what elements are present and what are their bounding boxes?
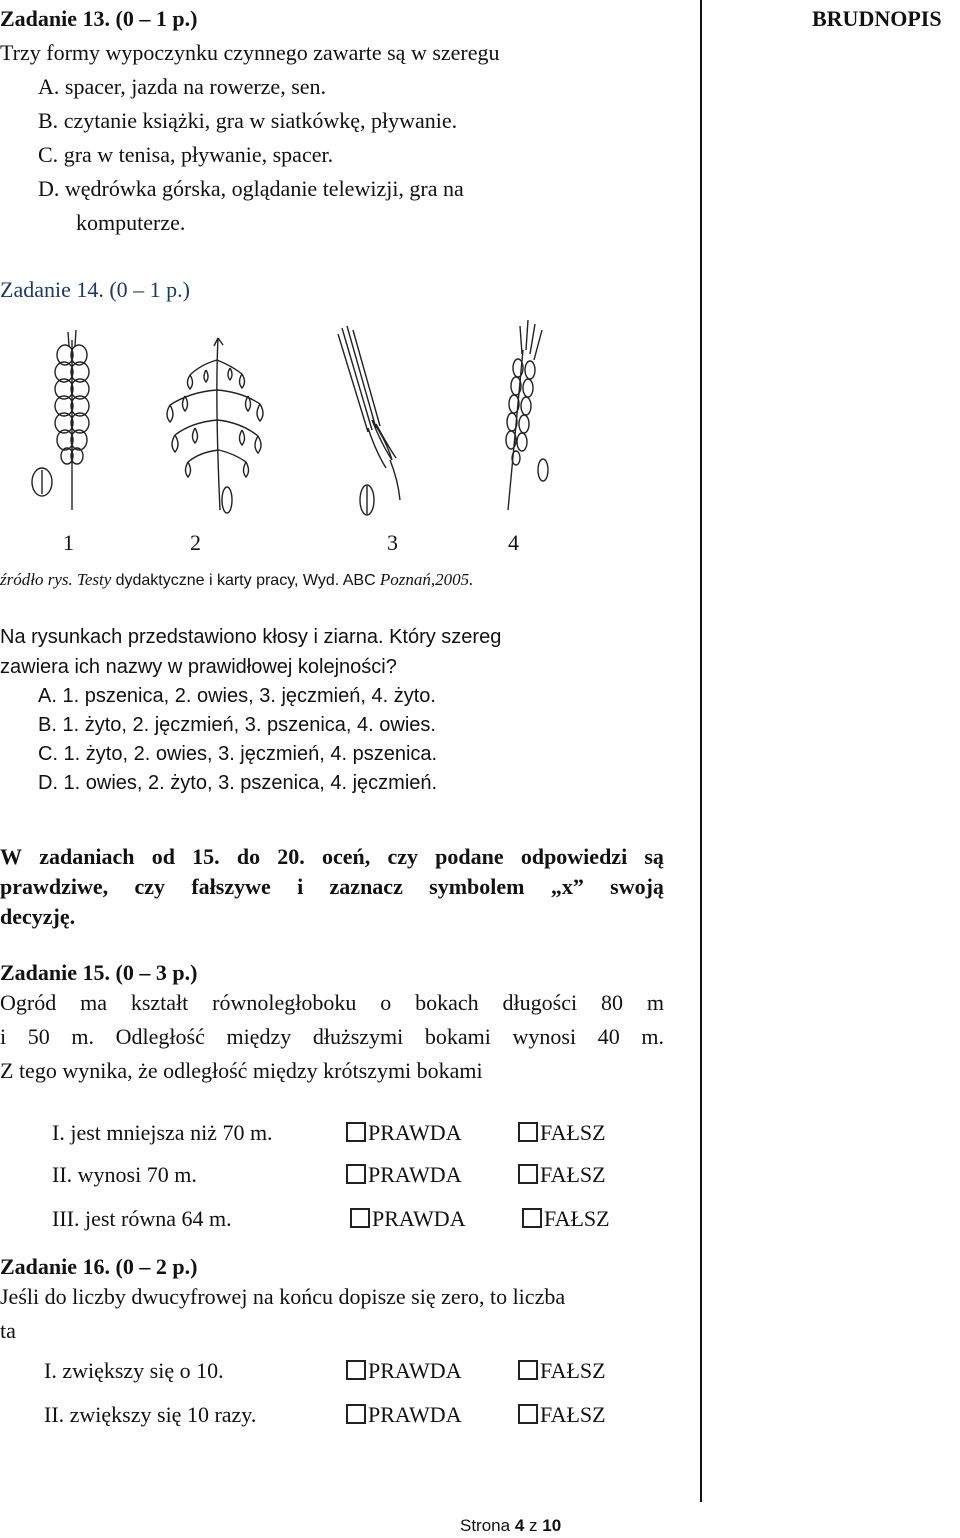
- task14-option-a: A. 1. pszenica, 2. owies, 3. jęczmień, 4. żyto.: [38, 685, 436, 707]
- task13-option-d: D. wędrówka górska, oglądanie telewizji, gra na: [38, 176, 464, 201]
- task15-statement-1-true[interactable]: PRAWDA: [346, 1120, 462, 1146]
- task14-option-d: D. 1. owies, 2. żyto, 3. pszenica, 4. jęczmień.: [38, 772, 438, 794]
- instruction-line3: decyzję.: [0, 904, 76, 929]
- page-footer: Strona 4 z 10: [460, 1516, 562, 1535]
- task15-statement-1-false[interactable]: FAŁSZ: [518, 1120, 606, 1146]
- task15-statement-1: I. jest mniejsza niż 70 m.: [52, 1120, 273, 1145]
- task15-line1: Ogród ma kształt równoległoboku o bokach długości 80 m: [0, 990, 664, 1015]
- task14-question-line2: zawiera ich nazwy w prawidłowej kolejności?: [0, 656, 397, 678]
- task16-line2: ta: [0, 1318, 16, 1343]
- task16-statement-1: I. zwiększy się o 10.: [44, 1358, 224, 1383]
- checkbox-icon[interactable]: [518, 1404, 538, 1424]
- task16-title: Zadanie 16. (0 – 2 p.): [0, 1254, 198, 1279]
- task16-statement-2-true[interactable]: PRAWDA: [346, 1402, 462, 1428]
- task16-statement-1-true[interactable]: PRAWDA: [346, 1358, 462, 1384]
- task15-line3: Z tego wynika, że odległość między krótszymi bokami: [0, 1058, 483, 1083]
- task13-option-b: B. czytanie książki, gra w siatkówkę, pływanie.: [38, 108, 458, 133]
- margin-note: BRUDNOPIS: [812, 6, 942, 31]
- task14-option-b: B. 1. żyto, 2. jęczmień, 3. pszenica, 4. owies.: [38, 714, 436, 736]
- margin-divider: [700, 0, 702, 1502]
- checkbox-icon[interactable]: [346, 1360, 366, 1380]
- barley-ear-figure-3: [338, 326, 400, 515]
- wheat-ear-figure-1: [32, 330, 89, 510]
- checkbox-icon[interactable]: [346, 1122, 366, 1142]
- task15-statement-2: II. wynosi 70 m.: [52, 1162, 197, 1187]
- task15-statement-2-false[interactable]: FAŁSZ: [518, 1162, 606, 1188]
- figure-number-3: 3: [387, 530, 398, 555]
- task14-question-line1: Na rysunkach przedstawiono kłosy i ziarna. Który szereg: [0, 626, 502, 648]
- task15-statement-3-false[interactable]: FAŁSZ: [522, 1206, 610, 1232]
- task13-title: Zadanie 13. (0 – 1 p.): [0, 6, 198, 31]
- task13-option-a: A. spacer, jazda na rowerze, sen.: [38, 74, 327, 99]
- task16-statement-2-false[interactable]: FAŁSZ: [518, 1402, 606, 1428]
- task14-option-c: C. 1. żyto, 2. owies, 3. jęczmień, 4. pszenica.: [38, 743, 438, 765]
- task15-statement-2-true[interactable]: PRAWDA: [346, 1162, 462, 1188]
- checkbox-icon[interactable]: [518, 1164, 538, 1184]
- task15-line2: i 50 m. Odległość między dłuższymi bokami wynosi 40 m.: [0, 1024, 664, 1049]
- instruction-line2: prawdziwe, czy fałszywe i zaznacz symbolem „x” swoją: [0, 874, 664, 899]
- task16-statement-2: II. zwiększy się 10 razy.: [44, 1402, 257, 1427]
- task15-statement-3-true[interactable]: PRAWDA: [350, 1206, 466, 1232]
- oat-panicle-figure-2: [167, 338, 263, 513]
- task13-option-c: C. gra w tenisa, pływanie, spacer.: [38, 142, 334, 167]
- task14-title: Zadanie 14. (0 – 1 p.): [0, 277, 190, 302]
- task15-statement-3: III. jest równa 64 m.: [52, 1206, 232, 1231]
- checkbox-icon[interactable]: [346, 1164, 366, 1184]
- checkbox-icon[interactable]: [346, 1404, 366, 1424]
- figure-number-2: 2: [190, 530, 201, 555]
- figure-source: źródło rys. Testy dydaktyczne i karty pracy, Wyd. ABC Poznań,2005.: [0, 570, 474, 589]
- task16-statement-1-false[interactable]: FAŁSZ: [518, 1358, 606, 1384]
- task16-line1: Jeśli do liczby dwucyfrowej na końcu dopisze się zero, to liczba: [0, 1284, 566, 1309]
- task13-question: Trzy formy wypoczynku czynnego zawarte są w szeregu: [0, 40, 500, 65]
- grain-illustration: [20, 320, 660, 520]
- checkbox-icon[interactable]: [350, 1208, 370, 1228]
- task13-option-d-continued: komputerze.: [76, 210, 186, 235]
- checkbox-icon[interactable]: [518, 1122, 538, 1142]
- task15-title: Zadanie 15. (0 – 3 p.): [0, 960, 198, 985]
- checkbox-icon[interactable]: [522, 1208, 542, 1228]
- checkbox-icon[interactable]: [518, 1360, 538, 1380]
- figure-number-1: 1: [63, 530, 74, 555]
- instruction-line1: W zadaniach od 15. do 20. oceń, czy podane odpowiedzi są: [0, 844, 664, 869]
- figure-number-4: 4: [508, 530, 519, 555]
- rye-ear-figure-4: [506, 320, 548, 510]
